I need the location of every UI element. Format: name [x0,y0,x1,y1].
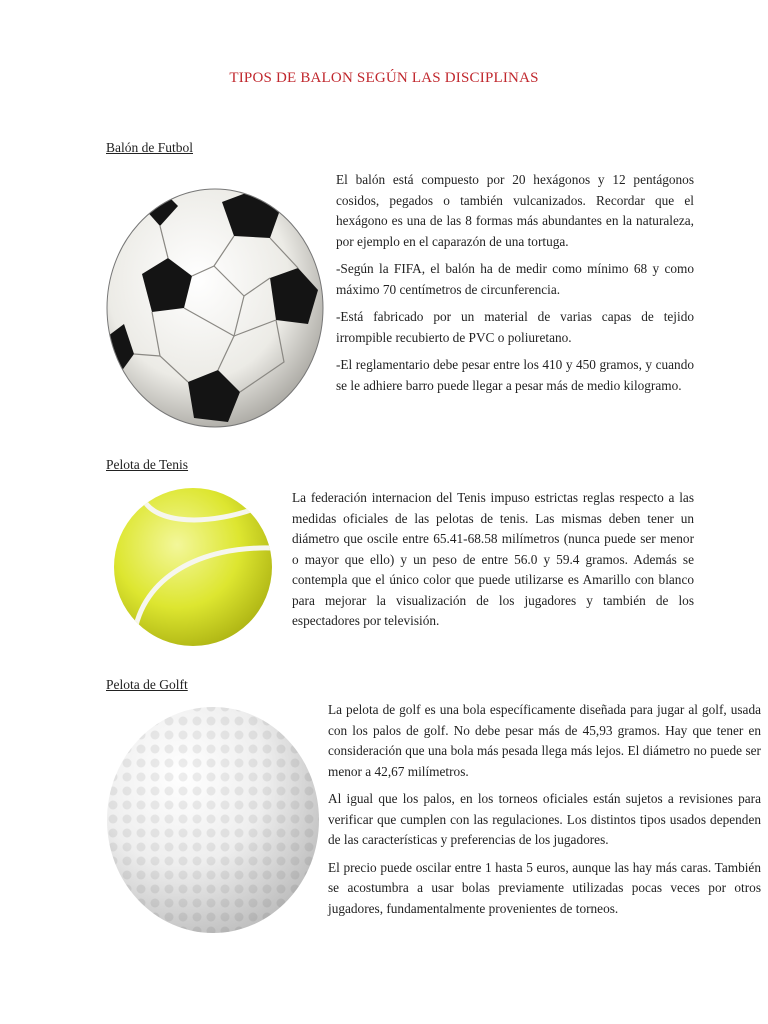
tennis-ball-image [112,486,274,648]
golf-paragraph: El precio puede oscilar entre 1 hasta 5 euros, aunque las hay más caras. También se acostumbra a usar bolas previamente utilizadas pocas veces por otros jugadores, fundamentalmente provenientes de torneos. [328,859,761,916]
golf-paragraph: La pelota de golf es una bola específicamente diseñada para jugar al golf, usada con los palos de golf. No debe pesar más de 45,93 gramos. Hay que tener en consideración que una bola más pesada llega más lejos. El diámetro no puede ser menor a 42,67 milímetros. [328,702,761,779]
futbol-paragraph: -Según la FIFA, el balón ha de medir como mínimo 68 y como máximo 70 centímetros de circunferencia. [336,261,694,297]
golf-paragraph: Al igual que los palos, en los torneos oficiales están sujetos a revisiones para verificar que cumplen con las regulaciones. Los distintos tipos usados dependen de las características y preferencias de los jugadores. [328,791,761,847]
golf-section [106,700,761,970]
page-title: TIPOS DE BALON SEGÚN LAS DISCIPLINAS [229,70,539,86]
futbol-paragraph: -Está fabricado por un material de varias capas de tejido irrompible recubierto de PVC o poliuretano. [336,309,694,345]
heading-tenis: Pelota de Tenis [106,457,189,472]
futbol-text [336,170,694,403]
heading-golf: Pelota de Golft [106,677,188,692]
soccer-ball-image [104,186,326,430]
golf-ball-image [106,700,320,935]
heading-futbol: Balón de Futbol [106,140,193,155]
tenis-paragraph: La federación internacion del Tenis impuso estrictas reglas respecto a las medidas oficiales de las pelotas de tenis. Las mismas deben tener un diámetro que oscile entre 65.41-68.58 milímetros (nunca puede ser menor o mayor que ello) y un peso de entre 56.0 y 59.4 gramos. Además se contempla que el único color que puede utilizarse es Amarillo con blanco para mejorar la visualización de los jugadores y también de los espectadores por televisión. [292,490,694,628]
futbol-paragraph: El balón está compuesto por 20 hexágonos y 12 pentágonos cosidos, pegados o también vulcanizados. Recordar que el hexágono es una de las 8 formas más abundantes en la naturaleza, por ejemplo en el caparazón de una tortuga. [336,172,694,249]
futbol-paragraph: -El reglamentario debe pesar entre los 410 y 450 gramos, y cuando se le adhiere barro puede llegar a pesar más de medio kilogramo. [336,357,694,393]
tenis-text [292,488,694,639]
